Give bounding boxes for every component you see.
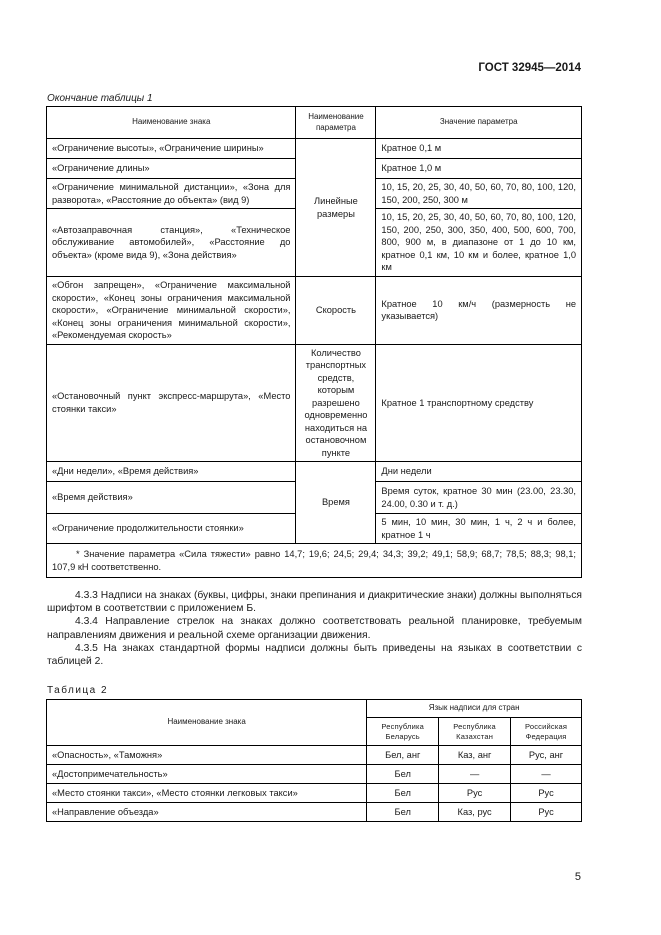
param-linear: Линейные размеры: [296, 139, 376, 277]
table-row: [47, 784, 582, 803]
param-value: Кратное 0,1 м: [376, 139, 582, 159]
table-row: [47, 139, 582, 159]
sign-name: «Ограничение высоты», «Ограничение ширины»: [47, 139, 296, 159]
sign-name: «Обгон запрещен», «Ограничение максимальной скорости», «Конец зоны ограничения максимальной скорости», «Ограничение минимальной скорости», «Конец зоны ограничения минимальной скорости», «Рекомендуемая скорость»: [47, 277, 296, 345]
param-speed: Скорость: [296, 277, 376, 345]
table-row: [47, 344, 582, 462]
param-vehicles: Количество транспортных средств, которым разрешено одновременно находиться на остановочном пункте: [296, 344, 376, 462]
sign-name: «Место стоянки такси», «Место стоянки легковых такси»: [47, 784, 367, 803]
lang-by: Бел: [367, 765, 439, 784]
lang-ru: Рус: [511, 784, 582, 803]
sign-name: «Остановочный пункт экспресс-маршрута», «Место стоянки такси»: [47, 344, 296, 462]
paragraph-4-3-5: 4.3.5 На знаках стандартной формы надписи должны быть приведены на языках в соответствии с таблицей 2.: [47, 642, 582, 668]
lang-by: Бел, анг: [367, 746, 439, 765]
lang-kz: Рус: [439, 784, 511, 803]
table1-caption: Окончание таблицы 1: [47, 93, 153, 104]
paragraph-4-3-4: 4.3.4 Направление стрелок на знаках должно соответствовать реальной планировке, требуемым направлениям движения и реальной схеме организации движения.: [47, 616, 582, 641]
table-row: [47, 277, 582, 345]
table1: [46, 106, 582, 578]
lang-by: Бел: [367, 784, 439, 803]
table1-header-value: Значение параметра: [376, 107, 582, 139]
sign-name: «Достопримечательность»: [47, 765, 367, 784]
lang-ru: —: [511, 765, 582, 784]
param-value: Кратное 10 км/ч (размерность не указывается): [376, 277, 582, 345]
lang-ru: Рус: [511, 803, 582, 822]
table1-footnote: [47, 544, 582, 578]
lang-by: Бел: [367, 803, 439, 822]
sign-name: «Опасность», «Таможня»: [47, 746, 367, 765]
sign-name: «Ограничение длины»: [47, 159, 296, 179]
param-value: Время суток, кратное 30 мин (23.00, 23.30, 24.00, 0.30 и т. д.): [376, 482, 582, 514]
page-number: 5: [574, 871, 581, 883]
param-value: Дни недели: [376, 462, 582, 482]
table-row: [47, 462, 582, 482]
country-russia: Российская Федерация: [511, 718, 582, 746]
table-row: [47, 803, 582, 822]
table1-header-param: Наименование параметра: [296, 107, 376, 139]
sign-name: «Дни недели», «Время действия»: [47, 462, 296, 482]
country-belarus: Республика Беларусь: [367, 718, 439, 746]
table2-header-group: Язык надписи для стран: [367, 700, 582, 718]
country-kazakhstan: Республика Казахстан: [439, 718, 511, 746]
body-paragraphs: [47, 589, 582, 668]
param-value: Кратное 1 транспортному средству: [376, 344, 582, 462]
sign-name: «Ограничение минимальной дистанции», «Зона для разворота», «Расстояние до объекта» (вид 9): [47, 179, 296, 209]
param-time: Время: [296, 462, 376, 544]
param-value: Кратное 1,0 м: [376, 159, 582, 179]
table2-header-name: Наименование знака: [47, 700, 367, 746]
table-row: [47, 746, 582, 765]
standard-number: ГОСТ 32945—2014: [478, 62, 581, 74]
sign-name: «Ограничение продолжительности стоянки»: [47, 514, 296, 544]
table2: [46, 699, 582, 822]
sign-name: «Автозаправочная станция», «Техническое обслуживание автомобилей», «Расстояние до объекта» (кроме вида 9), «Зона действия»: [47, 209, 296, 277]
table2-caption: Таблица 2: [47, 685, 109, 696]
param-value: 10, 15, 20, 25, 30, 40, 50, 60, 70, 80, 100, 120, 150, 200, 250, 300 м: [376, 179, 582, 209]
lang-kz: —: [439, 765, 511, 784]
sign-name: «Направление объезда»: [47, 803, 367, 822]
table-row: [47, 765, 582, 784]
lang-ru: Рус, анг: [511, 746, 582, 765]
param-value: 5 мин, 10 мин, 30 мин, 1 ч, 2 ч и более, кратное 1 ч: [376, 514, 582, 544]
sign-name: «Время действия»: [47, 482, 296, 514]
lang-kz: Каз, рус: [439, 803, 511, 822]
footnote-text: * Значение параметра «Сила тяжести» равно 14,7; 19,6; 24,5; 29,4; 34,3; 39,2; 49,1; 58,9; 68,7; 78,5; 88,3; 98,1; 107,9 кН соответственно.: [52, 549, 576, 572]
param-value: 10, 15, 20, 25, 30, 40, 50, 60, 70, 80, 100, 120, 150, 200, 250, 300, 350, 400, 500, 600, 700, 800, 900 м, в диапазоне от 1 до 10 км, кратное 0,1 км, 10 км и более, кратное 1,0 км: [376, 209, 582, 277]
lang-kz: Каз, анг: [439, 746, 511, 765]
paragraph-4-3-3: 4.3.3 Надписи на знаках (буквы, цифры, знаки препинания и диакритические знаки) должны выполняться шрифтом в соответствии с приложением Б.: [47, 590, 582, 615]
table1-header-name: Наименование знака: [47, 107, 296, 139]
